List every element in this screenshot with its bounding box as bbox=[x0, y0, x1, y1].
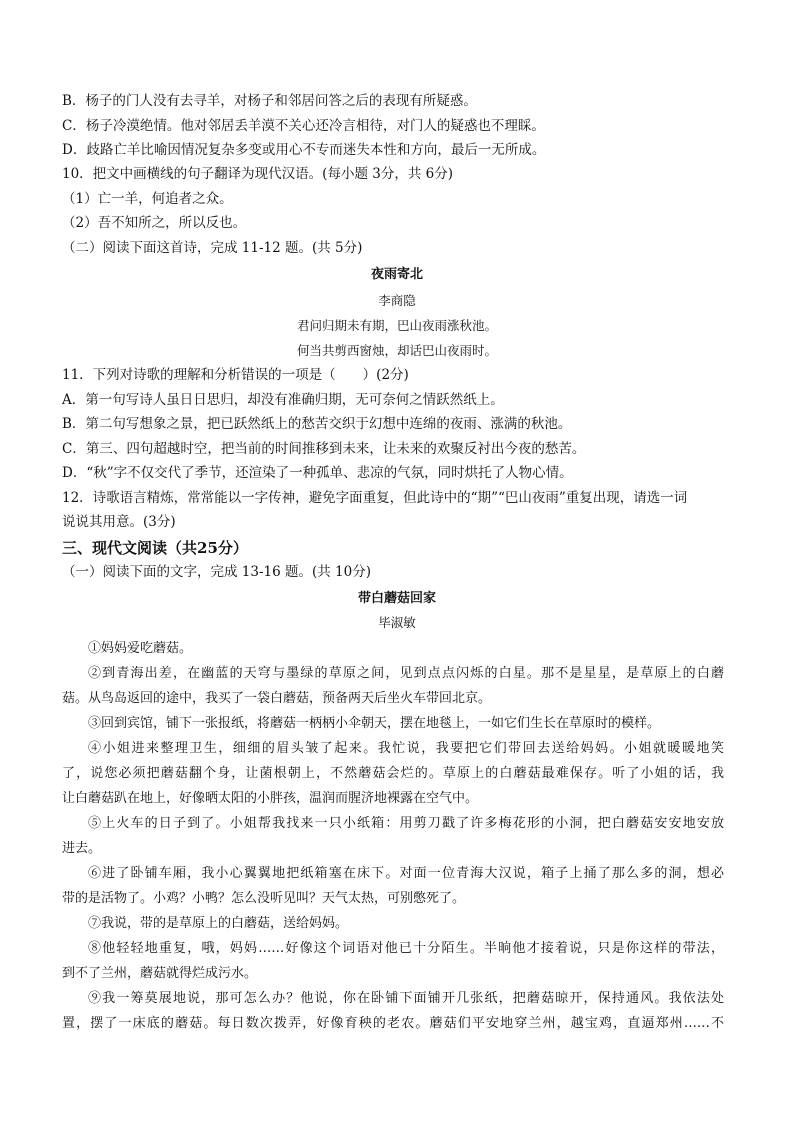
section-3-heading: 三、现代文阅读（共25分） bbox=[62, 539, 248, 557]
paragraph-line: 进去。 bbox=[62, 841, 102, 856]
paragraph-line: ⑦我说，带的是草原上的白蘑菇，送给妈妈。 bbox=[88, 916, 349, 931]
paragraph-9 bbox=[62, 986, 724, 1036]
option-d-q9: D．歧路亡羊比喻因情况复杂多变或用心不专而迷失本性和方向，最后一无所成。 bbox=[62, 142, 546, 158]
article-body bbox=[62, 636, 724, 1036]
paragraph-line: ③回到宾馆，铺下一张报纸，将蘑菇一柄柄小伞朝天，摆在地毯上，一如它们生长在草原时的模样。 bbox=[88, 716, 661, 731]
poem-line: 何当共剪西窗烛，却话巴山夜雨时。 bbox=[296, 343, 497, 358]
paragraph-1 bbox=[62, 636, 724, 661]
paragraph-line: 带的是活物了。小鸡？小鸭？怎么没听见叫？天气太热，可别憋死了。 bbox=[62, 891, 466, 906]
option-a-q11: A．第一句写诗人虽日日思归，却没有准确归期，无可奈何之情跃然纸上。 bbox=[62, 392, 504, 408]
paragraph-3 bbox=[62, 711, 724, 736]
question-10-part-2: （2）吾不知所之，所以反也。 bbox=[62, 215, 247, 231]
paragraph-8 bbox=[62, 936, 724, 986]
paragraph-line: ④小姐进来整理卫生，细细的眉头皱了起来。我忙说，我要把它们带回去送给妈妈。小姐就暖暖地笑 bbox=[88, 741, 724, 756]
section-3-instruction: （一）阅读下面的文字，完成 13-16 题。(共 10分) bbox=[62, 564, 372, 580]
question-10: 10．把文中画横线的句子翻译为现代汉语。(每小题 3分，共 6分) bbox=[62, 166, 453, 182]
poem-author: 李商隐 bbox=[378, 293, 416, 308]
paragraph-line: 到不了兰州，蘑菇就得烂成污水。 bbox=[62, 966, 258, 981]
question-12-line-1: 12．诗歌语言精炼，常常能以一字传神，避免字面重复，但此诗中的“期”“巴山夜雨”重复出现，请选一词 bbox=[62, 490, 688, 506]
option-d-q11: D．“秋”字不仅交代了季节，还渲染了一种孤单、悲凉的气氛，同时烘托了人物心情。 bbox=[62, 465, 573, 481]
paragraph-line: ⑤上火车的日子到了。小姐帮我找来一只小纸箱：用剪刀戳了许多梅花形的小洞，把白蘑菇安安地安放 bbox=[88, 816, 724, 831]
paragraph-line: 菇。从鸟岛返回的途中，我买了一袋白蘑菇，预备两天后坐火车带回北京。 bbox=[62, 691, 492, 706]
paragraph-line: ②到青海出差，在幽蓝的天穹与墨绿的草原之间，见到点点闪烁的白星。那不是星星，是草原上的白蘑 bbox=[88, 666, 724, 681]
paragraph-4 bbox=[62, 736, 724, 811]
paragraph-line: ⑥进了卧铺车厢，我小心翼翼地把纸箱塞在床下。对面一位青海大汉说，箱子上捅了那么多的洞，想必 bbox=[88, 866, 724, 881]
poem-title: 夜雨寄北 bbox=[370, 267, 423, 282]
paragraph-line: 了，说您必须把蘑菇翻个身，让菌根朝上，不然蘑菇会烂的。草原上的白蘑菇最难保存。听了小姐的话，我 bbox=[62, 766, 724, 781]
question-11: 11．下列对诗歌的理解和分析错误的一项是（ ）(2分) bbox=[62, 367, 409, 383]
question-10-part-1: （1）亡一羊，何追者之众。 bbox=[62, 191, 233, 207]
paragraph-7 bbox=[62, 911, 724, 936]
paragraph-line: ①妈妈爱吃蘑菇。 bbox=[88, 641, 193, 656]
question-12-line-2: 说说其用意。(3分) bbox=[62, 514, 176, 530]
option-b-q11: B．第二句写想象之景，把已跃然纸上的愁苦交织于幻想中连绵的夜雨、涨满的秋池。 bbox=[62, 416, 572, 432]
paragraph-2 bbox=[62, 661, 724, 711]
paragraph-5 bbox=[62, 811, 724, 861]
article-author: 毕淑敏 bbox=[378, 615, 416, 630]
article-title: 带白蘑菇回家 bbox=[357, 591, 436, 606]
option-b-q9: B．杨子的门人没有去寻羊，对杨子和邻居问答之后的表现有所疑惑。 bbox=[62, 93, 477, 109]
paragraph-line: ⑨我一筹莫展地说，那可怎么办？他说，你在卧铺下面铺开几张纸，把蘑菇晾开，保持通风。我依法处 bbox=[88, 991, 724, 1006]
paragraph-line: 置，摆了一床底的蘑菇。每日数次拨弄，好像育秧的老农。蘑菇们平安地穿兰州，越宝鸡，直逼郑州……不 bbox=[62, 1016, 724, 1031]
paragraph-line: ⑧他轻轻地重复，哦，妈妈……好像这个词语对他已十分陌生。半晌他才接着说，只是你这样的带法， bbox=[88, 941, 724, 956]
option-c-q11: C．第三、四句超越时空，把当前的时间推移到未来，让未来的欢聚反衬出今夜的愁苦。 bbox=[62, 441, 586, 457]
poem-line: 君问归期未有期，巴山夜雨涨秋池。 bbox=[296, 318, 497, 333]
section-2-instruction: （二）阅读下面这首诗，完成 11-12 题。(共 5分) bbox=[62, 240, 363, 256]
paragraph-line: 让白蘑菇趴在地上，好像晒太阳的小胖孩，温润而腥济地裸露在空气中。 bbox=[62, 791, 479, 806]
option-c-q9: C．杨子冷漠绝情。他对邻居丢羊漠不关心还冷言相待，对门人的疑惑也不理睬。 bbox=[62, 118, 545, 134]
paragraph-6 bbox=[62, 861, 724, 911]
